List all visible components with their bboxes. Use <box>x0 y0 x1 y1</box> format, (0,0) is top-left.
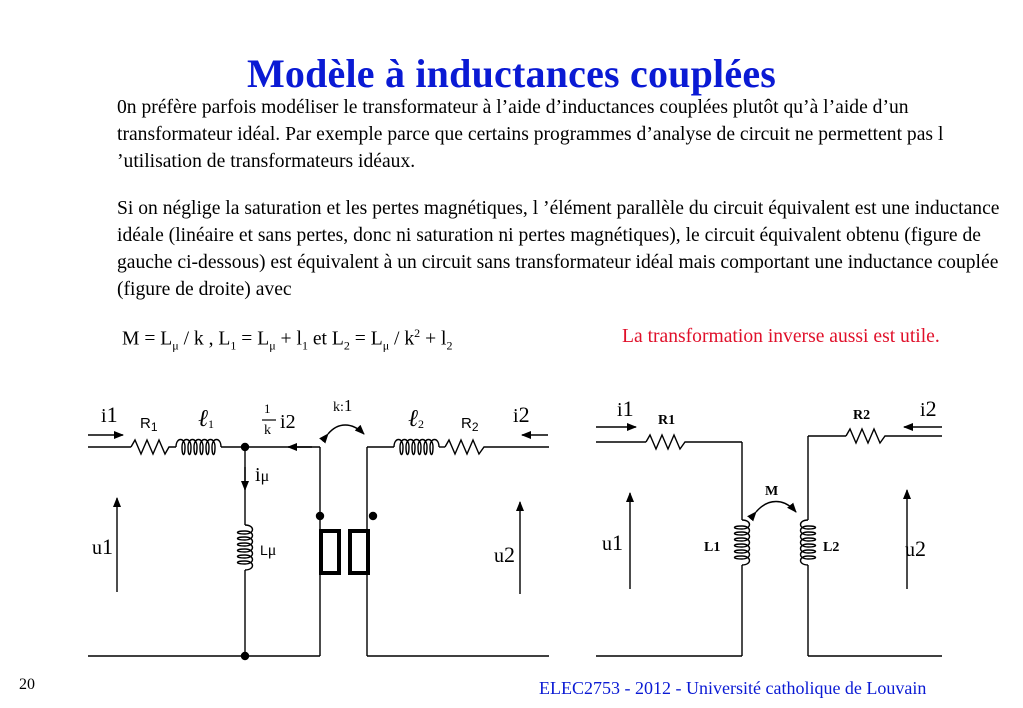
label-ratio-numerator: 1 <box>264 401 271 416</box>
inductor-lmu <box>238 525 253 570</box>
note-inverse-transformation: La transformation inverse aussi est utile. <box>622 326 940 347</box>
resistor-r2 <box>846 429 892 443</box>
label-u1: u1 <box>602 530 623 555</box>
label-i1: i1 <box>617 396 634 421</box>
inductor-l2 <box>801 520 816 565</box>
label-imu: iμ <box>255 464 270 486</box>
label-l1: L1 <box>704 540 721 555</box>
ideal-transformer-secondary <box>350 531 368 573</box>
dot-marker <box>370 513 377 520</box>
label-l1: ℓ1 <box>198 406 214 432</box>
formula-line: $M = L_\mu / k$ , $L_1 = L_\mu + l_1$ et $L_2 = L_\mu / k^2 + l_2$ <box>122 326 453 353</box>
label-r1: R1 <box>658 413 676 428</box>
label-r2: $R_2$ <box>461 415 479 434</box>
label-turns-ratio: k:1 <box>333 396 353 415</box>
slide-title: Modèle à inductances couplées <box>246 51 777 96</box>
footer: ELEC2753 - 2012 - Université catholique de Louvain <box>539 678 927 698</box>
label-i1: i1 <box>101 402 118 427</box>
inductor-l1 <box>176 440 221 455</box>
label-i-ratio: i2 <box>280 411 296 433</box>
paragraph-2: Si on néglige la saturation et les pertes magnétiques, l ’élément parallèle du circuit équivalent est une inductance idéale (linéaire et sans pertes, donc ni saturation ni pertes magnétiques), le circuit équivalent obtenu (figure de gauche ci-dessous) est équivalent à un circuit sans transformateur idéal mais comportant une inductance couplée (figure de droite) avec <box>117 198 1000 300</box>
label-r2: R2 <box>853 408 871 423</box>
coupling-arrow <box>328 425 364 434</box>
label-lmu: Lμ <box>260 542 277 559</box>
inductor-l2 <box>394 440 439 455</box>
label-ratio-denominator: k <box>264 423 271 438</box>
label-i2: i2 <box>920 396 937 421</box>
ideal-transformer-primary <box>321 531 339 573</box>
label-u2: u2 <box>494 542 515 567</box>
resistor-r2 <box>445 440 490 454</box>
label-m: M <box>765 484 779 499</box>
dot-marker <box>317 513 324 520</box>
label-l2: ℓ2 <box>408 406 424 432</box>
resistor-r1 <box>131 440 176 454</box>
label-l2: L2 <box>823 540 840 555</box>
inductor-l1 <box>735 520 750 565</box>
paragraph-1: 0n préfère parfois modéliser le transformateur à l’aide d’inductances couplées plutôt qu’à l’aide d’un transformateur idéal. Par exemple parce que certains programmes d’analyse de circuit ne permettent pas l ’utilisation de transformateurs idéaux. <box>117 97 944 172</box>
label-r1: $R_1$ <box>140 415 158 434</box>
label-u2: u2 <box>905 536 926 561</box>
page-number: 20 <box>19 676 35 693</box>
label-u1: u1 <box>92 534 113 559</box>
mutual-coupling-arrow <box>756 502 796 513</box>
label-i2: i2 <box>513 402 530 427</box>
left-circuit <box>88 420 549 660</box>
resistor-r1 <box>646 435 692 449</box>
right-circuit <box>596 427 942 656</box>
